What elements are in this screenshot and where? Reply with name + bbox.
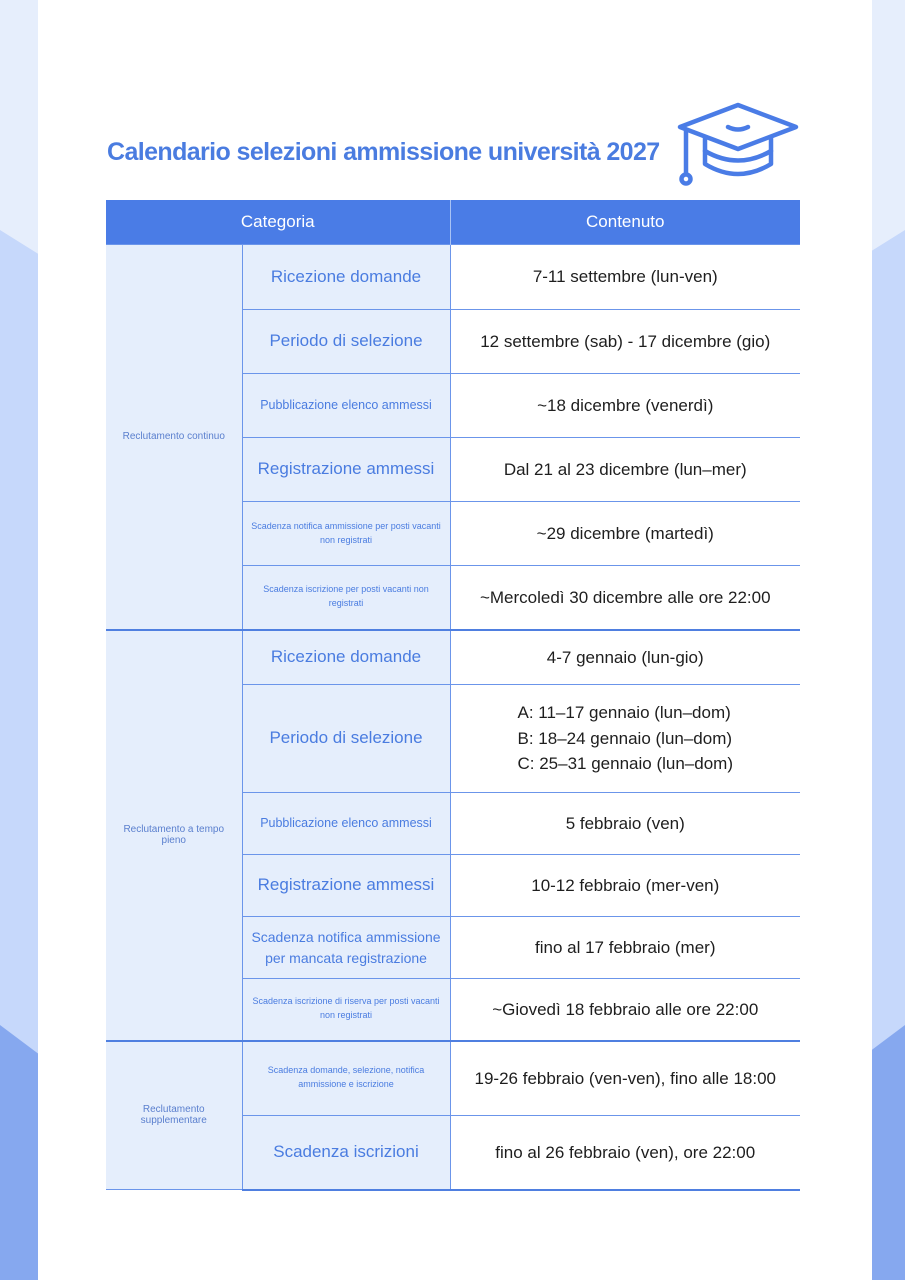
row-value: 7-11 settembre (lun-ven) — [450, 245, 800, 310]
row-value: ~29 dicembre (martedì) — [450, 502, 800, 566]
row-value-multi — [450, 685, 800, 793]
group-label: Reclutamento supplementare — [106, 1041, 242, 1190]
row-label: Pubblicazione elenco ammessi — [242, 793, 450, 855]
row-value: 4-7 gennaio (lun-gio) — [450, 630, 800, 685]
group-label: Reclutamento continuo — [106, 245, 242, 630]
row-value: 10-12 febbraio (mer-ven) — [450, 855, 800, 917]
row-label: Ricezione domande — [242, 245, 450, 310]
table-row — [106, 1041, 800, 1116]
selection-period-c: C: 25–31 gennaio (lun–dom) — [517, 754, 733, 774]
row-label: Scadenza notifica ammissione per posti vacanti non registrati — [242, 502, 450, 566]
row-label: Ricezione domande — [242, 630, 450, 685]
row-label: Periodo di selezione — [242, 685, 450, 793]
row-label: Scadenza iscrizioni — [242, 1116, 450, 1190]
row-label: Registrazione ammessi — [242, 855, 450, 917]
selection-period-b: B: 18–24 gennaio (lun–dom) — [517, 728, 733, 748]
table-header-row — [106, 200, 800, 245]
graduation-cap-icon — [676, 100, 802, 192]
row-value: 5 febbraio (ven) — [450, 793, 800, 855]
table-row — [106, 630, 800, 685]
row-label: Scadenza iscrizione di riserva per posti vacanti non registrati — [242, 979, 450, 1041]
row-value: Dal 21 al 23 dicembre (lun–mer) — [450, 438, 800, 502]
row-label: Scadenza domande, selezione, notifica ammissione e iscrizione — [242, 1041, 450, 1116]
table-row — [106, 245, 800, 310]
schedule-table — [106, 200, 800, 1191]
row-value: ~18 dicembre (venerdì) — [450, 374, 800, 438]
row-label: Registrazione ammessi — [242, 438, 450, 502]
group-label: Reclutamento a tempo pieno — [106, 630, 242, 1041]
header-categoria: Categoria — [106, 200, 450, 245]
row-value: 19-26 febbraio (ven-ven), fino alle 18:00 — [450, 1041, 800, 1116]
row-label: Scadenza iscrizione per posti vacanti non registrati — [242, 566, 450, 630]
selection-period-a: A: 11–17 gennaio (lun–dom) — [517, 703, 731, 723]
row-label: Scadenza notifica ammissione per mancata registrazione — [242, 917, 450, 979]
row-value: 12 settembre (sab) - 17 dicembre (gio) — [450, 310, 800, 374]
row-value: ~Mercoledì 30 dicembre alle ore 22:00 — [450, 566, 800, 630]
page-title: Calendario selezioni ammissione università 2027 — [107, 138, 660, 166]
row-value: ~Giovedì 18 febbraio alle ore 22:00 — [450, 979, 800, 1041]
row-value: fino al 17 febbraio (mer) — [450, 917, 800, 979]
row-label: Pubblicazione elenco ammessi — [242, 374, 450, 438]
row-value: fino al 26 febbraio (ven), ore 22:00 — [450, 1116, 800, 1190]
header-contenuto: Contenuto — [450, 200, 800, 245]
row-label: Periodo di selezione — [242, 310, 450, 374]
